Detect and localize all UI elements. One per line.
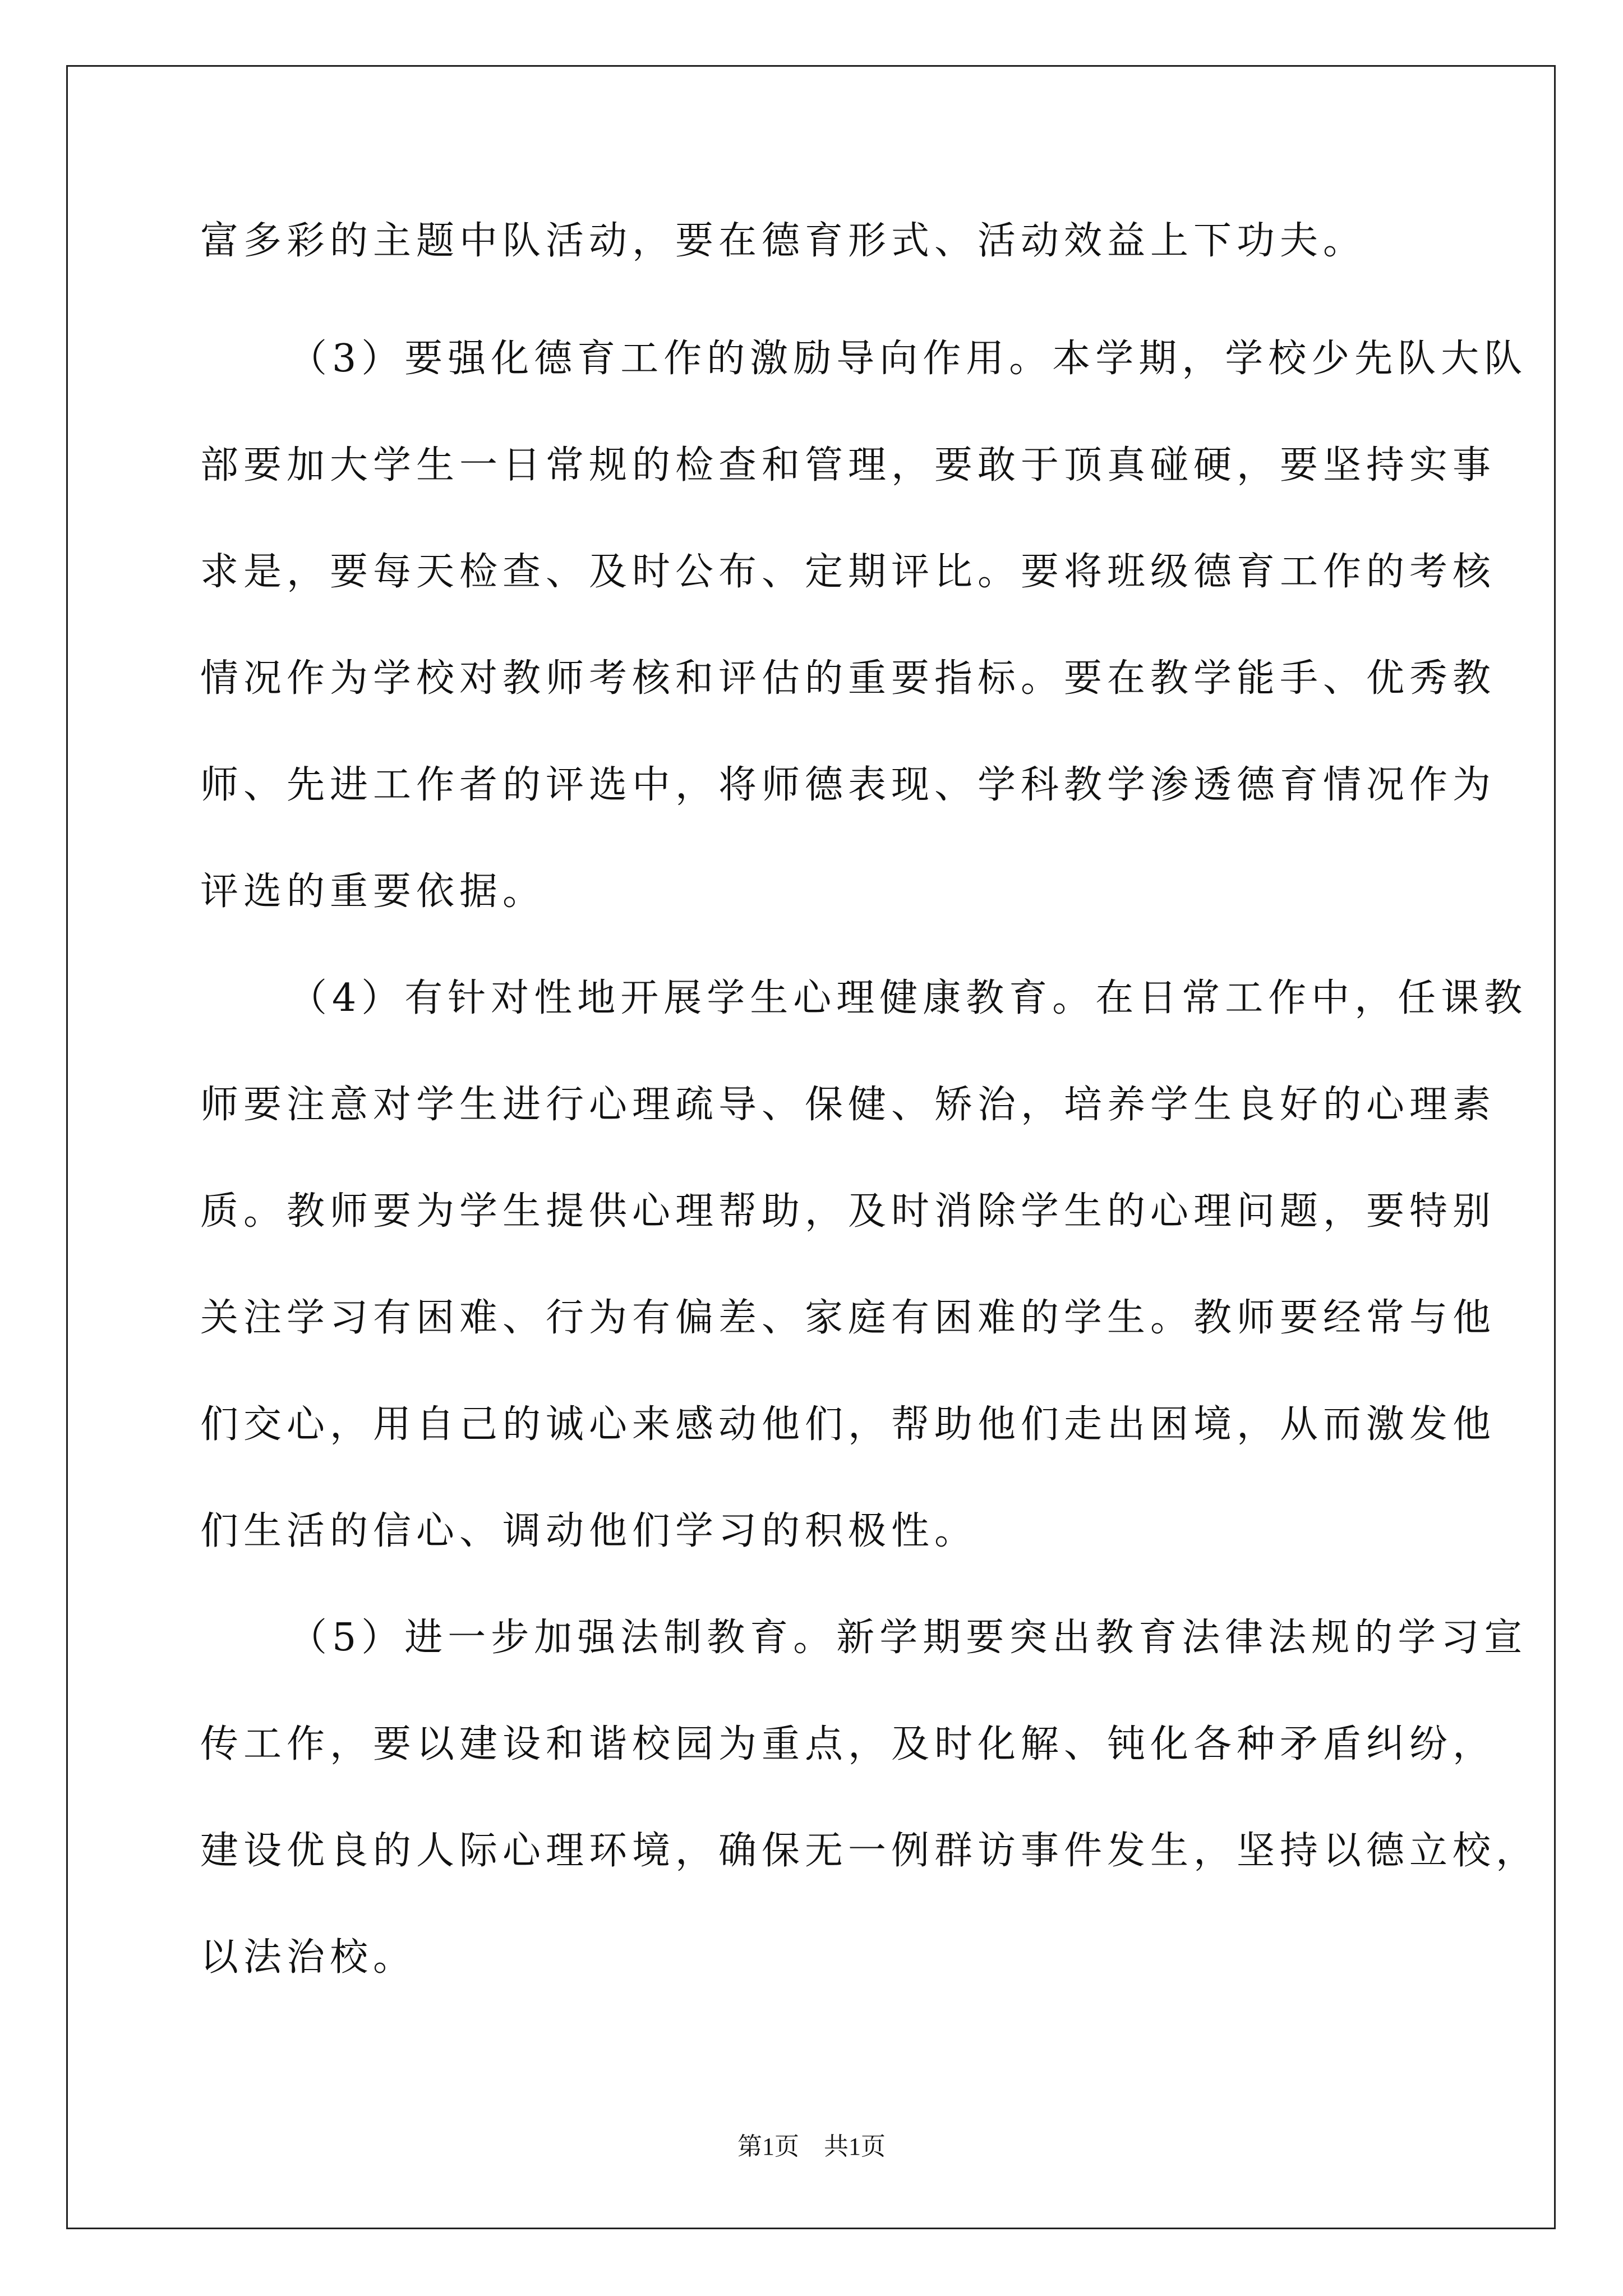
text-line: 情况作为学校对教师考核和评估的重要指标。要在教学能手、优秀教 [200, 656, 1496, 701]
text-line: 们交心，用自己的诚心来感动他们，帮助他们走出困境，从而激发他 [200, 1402, 1496, 1447]
text-line: 求是，要每天检查、及时公布、定期评比。要将班级德育工作的考核 [200, 550, 1496, 594]
text-line: 师、先进工作者的评选中，将师德表现、学科教学渗透德育情况作为 [200, 763, 1496, 807]
paragraph-start-line: （5）进一步加强法制教育。新学期要突出教育法律法规的学习宣 [289, 1616, 1528, 1660]
text-line: 建设优良的人际心理环境，确保无一例群访事件发生，坚持以德立校， [200, 1829, 1539, 1873]
text-line: 师要注意对学生进行心理疏导、保健、矫治，培养学生良好的心理素 [200, 1083, 1496, 1127]
text-line: 质。教师要为学生提供心理帮助，及时消除学生的心理问题，要特别 [200, 1189, 1496, 1234]
text-line: 们生活的信心、调动他们学习的积极性。 [200, 1509, 978, 1553]
text-line: 部要加大学生一日常规的检查和管理，要敢于顶真碰硬，要坚持实事 [200, 443, 1496, 487]
text-line: 评选的重要依据。 [200, 869, 546, 914]
paragraph-start-line: （3）要强化德育工作的激励导向作用。本学期，学校少先队大队 [289, 337, 1528, 381]
paragraph-start-line: （4）有针对性地开展学生心理健康教育。在日常工作中，任课教 [289, 976, 1528, 1020]
text-line: 传工作，要以建设和谐校园为重点，及时化解、钝化各种矛盾纠纷， [200, 1722, 1496, 1766]
text-line: 富多彩的主题中队活动，要在德育形式、活动效益上下功夫。 [200, 219, 1367, 263]
text-line: 关注学习有困难、行为有偏差、家庭有困难的学生。教师要经常与他 [200, 1296, 1496, 1340]
text-line: 以法治校。 [200, 1935, 417, 1980]
page-number-footer: 第1页 共1页 [737, 2133, 886, 2160]
